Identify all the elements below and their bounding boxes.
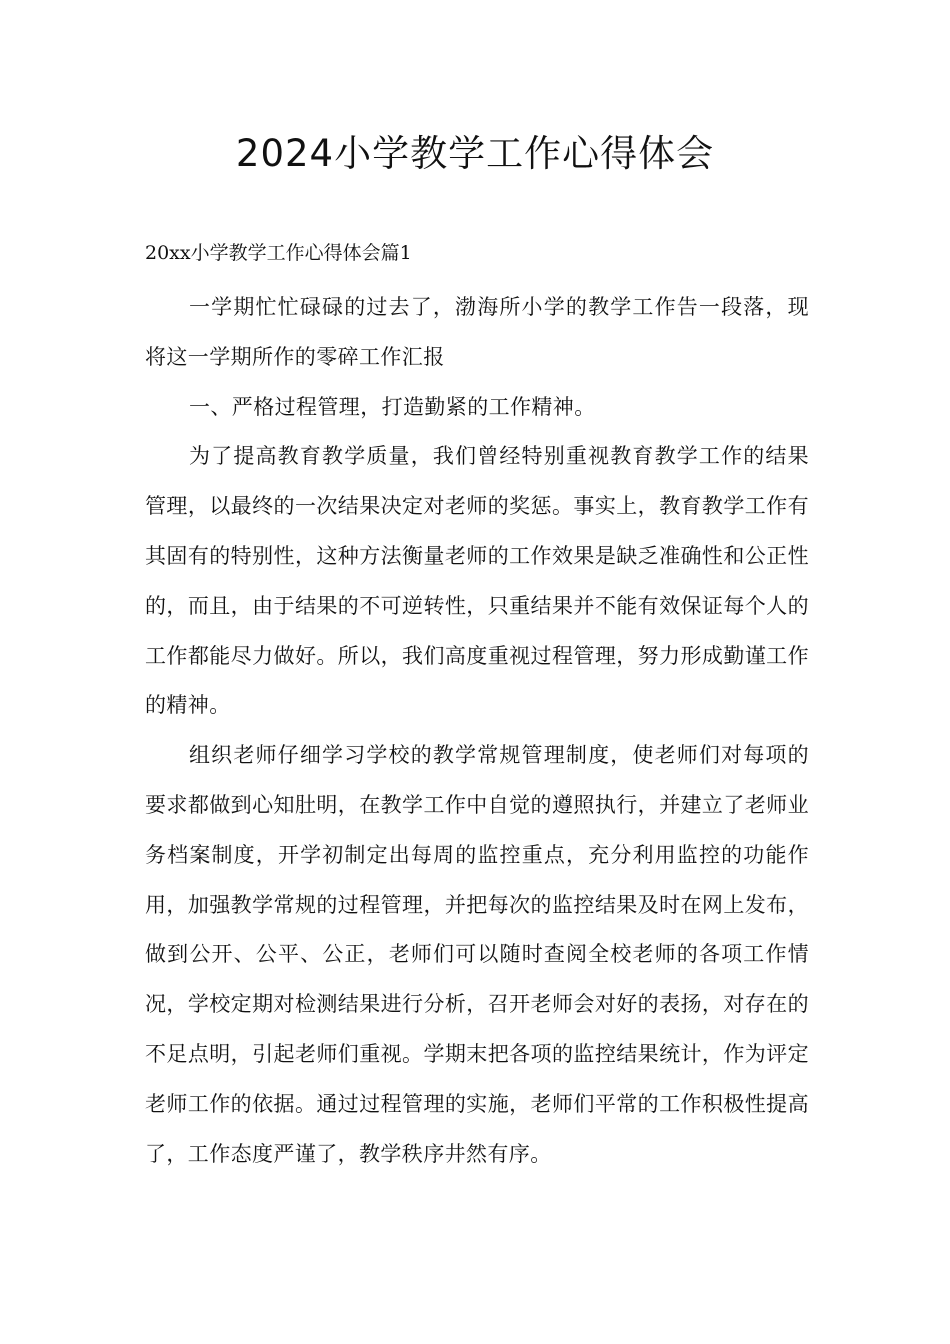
document-body <box>145 283 809 1179</box>
paragraph-teacher-study: 组织老师仔细学习学校的教学常规管理制度，使老师们对每项的要求都做到心知肚明，在教学工作中自觉的遵照执行，并建立了老师业务档案制度，开学初制定出每周的监控重点，充分利用监控的功能作用，加强教学常规的过程管理，并把每次的监控结果及时在网上发布，做到公开、公平、公正，老师们可以随时查阅全校老师的各项工作情况，学校定期对检测结果进行分析，召开老师会对好的表扬，对存在的不足点明，引起老师们重视。学期末把各项的监控结果统计，作为评定老师工作的依据。通过过程管理的实施，老师们平常的工作积极性提高了，工作态度严谨了，教学秩序井然有序。 <box>145 743 809 1166</box>
paragraph-intro: 一学期忙忙碌碌的过去了，渤海所小学的教学工作告一段落，现将这一学期所作的零碎工作汇报 <box>145 295 809 369</box>
paragraph-process-management: 为了提高教育教学质量，我们曾经特别重视教育教学工作的结果管理，以最终的一次结果决定对老师的奖惩。事实上，教育教学工作有其固有的特别性，这种方法衡量老师的工作效果是缺乏准确性和公正性的，而且，由于结果的不可逆转性，只重结果并不能有效保证每个人的工作都能尽力做好。所以，我们高度重视过程管理，努力形成勤谨工作的精神。 <box>145 444 809 718</box>
section-subtitle: 20xx小学教学工作心得体会篇1 <box>145 242 412 264</box>
section-heading-1: 一、严格过程管理，打造勤紧的工作精神。 <box>189 394 596 419</box>
document-title: 2024小学教学工作心得体会 <box>235 132 715 175</box>
